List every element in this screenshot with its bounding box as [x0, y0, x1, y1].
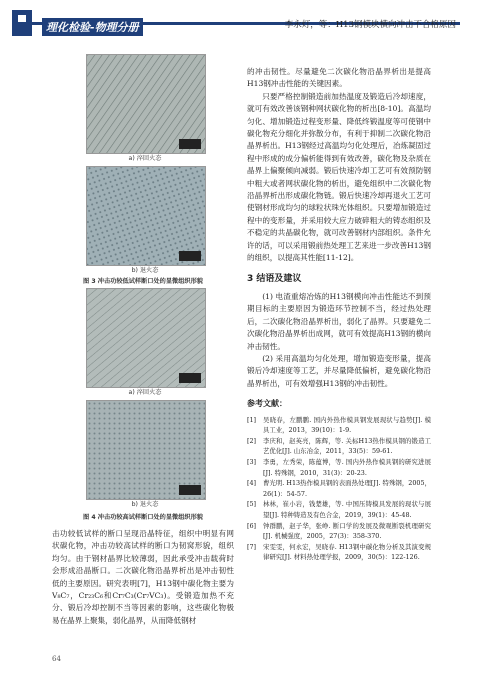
page-header — [0, 0, 480, 44]
left-column-text — [52, 528, 234, 627]
fig4a-caption: a) 淬回火态 — [128, 389, 162, 396]
right-column — [247, 66, 431, 563]
fig3a-caption: a) 淬回火态 — [128, 155, 162, 162]
paragraph: (1) 电渣重熔冶炼的H13钢模向冲击性能达不到预期目标的主要原因为锻造环节控制不当，经过热处理后，二次碳化物沿晶界析出，弱化了晶界。只要避免二次碳化物沿晶界析出成网，就可有效提高H13钢的横向冲击韧性。 — [247, 291, 431, 351]
reference-item: [7] 宋雯雯，何永宏，吴晓春. H13钢中碳化物分析及其演变规律研究[J]. 材料热处理学报，2009，30(5)：122-126. — [247, 542, 431, 562]
fig4b-caption: b) 退火态 — [131, 501, 159, 508]
scale-bar — [179, 139, 201, 149]
paragraph: 只要严格控制锻造前加热温度及锻造后冷却速度，就可有效改善该钢种网状碳化物的析出[8-10]。高温均匀化、增加锻造过程变形量、降低终锻温度等可使钢中碳化物充分细化并弥散分布，有利于抑制二次碳化物沿晶界析出。H13钢经过高温均匀化处理后，冶炼凝固过程中形成的成分偏析能得到有效改善，碳化物及杂质在晶界上偏聚倾向减弱。锻后快速冷却工艺可有效预防钢中粗大或者网状碳化物的析出，避免组织中二次碳化物沿晶界析出形成碳化物链。锻后快速冷却再退火工艺可使钢材形成均匀的球粒状珠光体组织。只要增加锻造过程中的变形量，并采用较大应力破碎粗大的铸态组织及不稳定的共晶碳化物，就可改善钢材内部组织。条件允许的话，可以采用锻前热处理工艺来进一步改善H13钢的组织，以提高其性能[11-12]。 — [247, 91, 431, 263]
fig3b-caption: b) 退火态 — [131, 267, 159, 274]
paragraph: 的冲击韧性。尽量避免二次碳化物沿晶界析出是提高H13钢冲击性能的关键因素。 — [247, 67, 431, 89]
fig4b-micrograph — [86, 400, 206, 500]
scale-bar — [179, 251, 201, 261]
scale-bar — [179, 485, 201, 495]
fig4a-micrograph — [86, 288, 206, 388]
scale-bar — [179, 373, 201, 383]
reference-item: [4] 曹光明. H13热作模具钢的表面热处理[J]. 特殊钢，2005，26(1)：54-57. — [247, 479, 431, 498]
references-title: 参考文献： — [247, 399, 287, 409]
journal-title: 理化检验-物理分册 — [42, 18, 143, 36]
fig3b-micrograph — [86, 166, 206, 266]
section-title: 3 结语及建议 — [247, 273, 302, 284]
reference-item: [5] 林林，崔小岩，钱楚雄，等. 中国压铸模具发展的现状与展望[J]. 特种铸造及有色合金，2019，39(1)：45-48. — [247, 500, 431, 519]
fig3-caption: 图 3 冲击功较低试样断口处的显微组织形貌 — [83, 278, 203, 285]
running-header: 李永灯，等：H13钢模块横向冲击不合格原因 — [284, 20, 456, 30]
fig4-caption: 图 4 冲击功较高试样断口处的显微组织形貌 — [83, 514, 203, 521]
reference-item: [2] 李庆和，赵英亮，陈辉，等. 关标H13热作模具钢的锻造工艺优化[J]. 山东冶金，2011，33(5)：59-61. — [247, 436, 431, 456]
reference-item: [1] 吴晓春，左鹏鹏. 国内外热作模具钢发展现状与趋势[J]. 模具工业，2013，39(10)：1-9. — [247, 415, 431, 435]
page-number: 64 — [52, 655, 61, 663]
paragraph: (2) 采用高温均匀化处理，增加锻造变形量，提高锻后冷却速度等工艺，并尽量降低偏析，避免碳化物沿晶界析出，可有效增强H13钢的冲击韧性。 — [247, 353, 431, 388]
reference-list — [247, 415, 431, 563]
reference-item: [3] 李勇，左秀荣，陈蕴博，等. 国内外热作模具钢的研究进展[J]. 特殊钢，2010，31(3)：20-23. — [247, 457, 431, 477]
paragraph: 击功较低试样的断口呈现沿晶特征，组织中明显有网状碳化物，冲击功较高试样的断口为韧窝形貌，组织均匀。由于钢材晶界比较薄弱，因此承受冲击载荷时会形成沿晶断口。二次碳化物沿晶界析出是冲击韧性低的主要原因。研究表明[7]，H13钢中碳化物主要为V₈C₇，Cr₂₃C₆和Cr₇C₃(Cr₇VC₃)。受锻造加热不充分、锻后冷却控制不当等因素的影响，这些碳化物极易在晶界上聚集，弱化晶界，从而降低钢材 — [52, 529, 234, 625]
fig3a-micrograph — [86, 54, 206, 154]
reference-item: [6] 钟群鹏，赵子华，张峥. 断口学的发展及微观断裂机理研究[J]. 机械强度，2005，27(3)：358-370. — [247, 521, 431, 541]
